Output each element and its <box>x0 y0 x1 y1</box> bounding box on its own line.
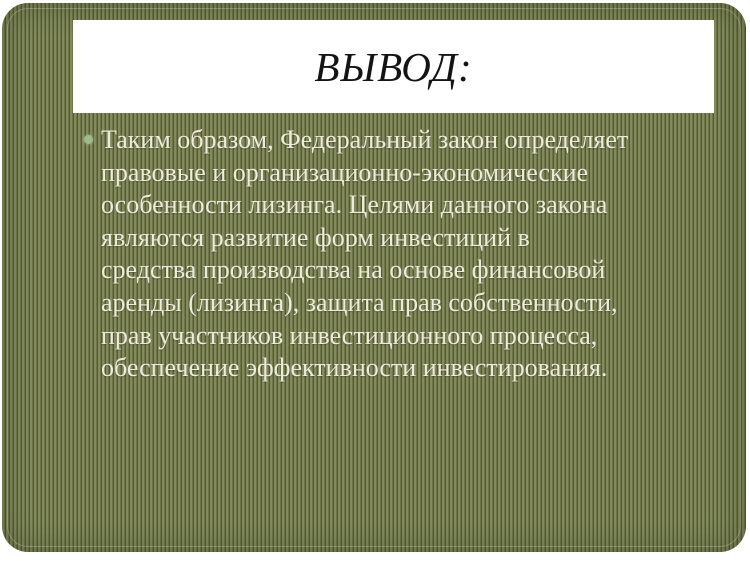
body-text-block <box>101 124 716 385</box>
body-line: являются развитие форм инвестиций в <box>101 222 530 252</box>
title-box <box>73 20 714 113</box>
body-line: правовые и организационно-экономические <box>101 157 589 187</box>
body-line: особенности лизинга. Целями данного закона <box>101 190 608 220</box>
body-line: аренды (лизинга), защита прав собственности, <box>101 287 618 317</box>
slide-background-panel <box>2 3 746 552</box>
body-line: обеспечение эффективности инвестирования. <box>101 353 608 383</box>
body-line: Таким образом, Федеральный закон определяет <box>101 125 629 154</box>
slide-title: ВЫВОД: <box>314 43 473 90</box>
body-line: средства производства на основе финансовой <box>101 255 606 285</box>
body-line: прав участников инвестиционного процесса, <box>101 320 598 350</box>
bullet-marker <box>84 135 93 144</box>
